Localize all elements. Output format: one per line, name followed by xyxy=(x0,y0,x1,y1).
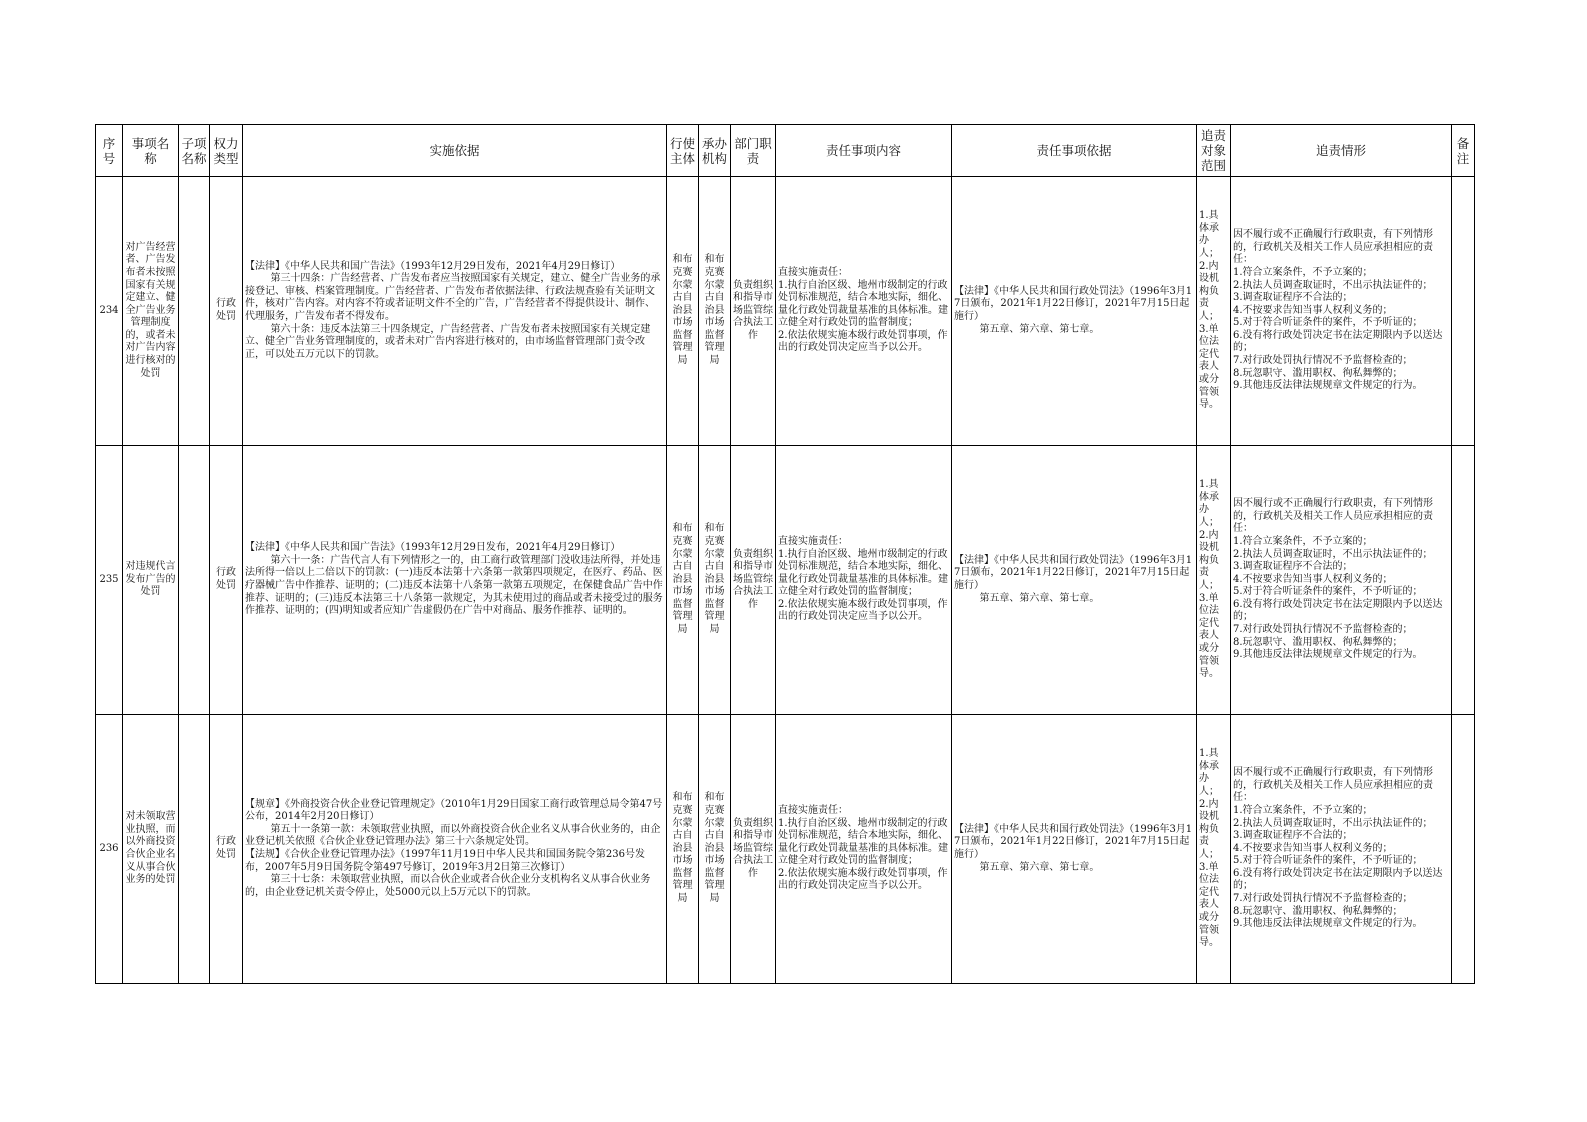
cell-subject: 和布克赛尔蒙古自治县市场监督管理局 xyxy=(667,446,699,715)
cell-scope: 1.具体承办人； 2.内设机构负责人； 3.单位法定代表人或分管领导。 xyxy=(1197,446,1231,715)
cell-content-basis: 【法律】《中华人民共和国行政处罚法》（1996年3月17日颁布，2021年1月22日修订，2021年7月15日起施行） 第五章、第六章、第七章。 xyxy=(952,715,1197,984)
cell-duty: 负责组织和指导市场监管综合执法工作 xyxy=(731,715,776,984)
cell-basis: 【法律】《中华人民共和国广告法》（1993年12月29日发布，2021年4月29日修订） 第三十四条：广告经营者、广告发布者应当按照国家有关规定，建立、健全广告业务的承接登记、审核、档案管理制度。广告经营者、广告发布者依据法律、行政法规查验有关证明文件，核对广告内容。对内容不符或者证明文件不全的广告，广告经营者不得提供设计、制作、代理服务，广告发布者不得发布。 第六十条：违反本法第三十四条规定，广告经营者、广告发布者未按照国家有关规定建立、健全广告业务管理制度的，或者未对广告内容进行核对的，由市场监督管理部门责令改正，可以处五万元以下的罚款。 xyxy=(243,177,667,446)
cell-no: 236 xyxy=(96,715,123,984)
cell-content-basis: 【法律】《中华人民共和国行政处罚法》（1996年3月17日颁布，2021年1月22日修订，2021年7月15日起施行） 第五章、第六章、第七章。 xyxy=(952,446,1197,715)
cell-situation: 因不履行或不正确履行行政职责，有下列情形的，行政机关及相关工作人员应承担相应的责任： 1.符合立案条件，不予立案的； 2.执法人员调查取证时，不出示执法证件的； 3.调查取证程序不合法的； 4.不按要求告知当事人权利义务的； 5.对于符合听证条件的案件，不予听证的； 6.没有将行政处罚决定书在法定期限内予以送达的； 7.对行政处罚执行情况不予监督检查的； 8.玩忽职守、滥用职权、徇私舞弊的； 9.其他违反法律法规规章文件规定的行为。 xyxy=(1231,715,1452,984)
cell-basis: 【规章】《外商投资合伙企业登记管理规定》（2010年1月29日国家工商行政管理总局令第47号公布，2014年2月20日修订） 第五十一条第一款：未领取营业执照，而以外商投资合伙企业名义从事合伙业务的，由企业登记机关依照《合伙企业登记管理办法》第三十六条规定处罚。 【法规】《合伙企业登记管理办法》（1997年11月19日中华人民共和国国务院令第236号发布，2007年5月9日国务院令第497号修订，2019年3月2日第三次修订） 第三十七条：未领取营业执照，而以合伙企业或者合伙企业分支机构名义从事合伙业务的，由企业登记机关责令停止，处5000元以上5万元以下的罚款。 xyxy=(243,715,667,984)
cell-name: 对未领取营业执照，而以外商投资合伙企业名义从事合伙业务的处罚 xyxy=(123,715,179,984)
header-remark: 备注 xyxy=(1452,125,1475,177)
cell-org: 和布克赛尔蒙古自治县市场监督管理局 xyxy=(699,446,731,715)
cell-name: 对广告经营者、广告发布者未按照国家有关规定建立、健全广告业务管理制度的，或者未对广告内容进行核对的处罚 xyxy=(123,177,179,446)
table-row xyxy=(96,715,1475,984)
cell-subject: 和布克赛尔蒙古自治县市场监督管理局 xyxy=(667,715,699,984)
header-situation: 追责情形 xyxy=(1231,125,1452,177)
cell-org: 和布克赛尔蒙古自治县市场监督管理局 xyxy=(699,177,731,446)
cell-situation: 因不履行或不正确履行行政职责，有下列情形的，行政机关及相关工作人员应承担相应的责任： 1.符合立案条件，不予立案的； 2.执法人员调查取证时，不出示执法证件的； 3.调查取证程序不合法的； 4.不按要求告知当事人权利义务的； 5.对于符合听证条件的案件，不予听证的； 6.没有将行政处罚决定书在法定期限内予以送达的； 7.对行政处罚执行情况不予监督检查的； 8.玩忽职守、滥用职权、徇私舞弊的； 9.其他违反法律法规规章文件规定的行为。 xyxy=(1231,177,1452,446)
cell-remark xyxy=(1452,446,1475,715)
header-content: 责任事项内容 xyxy=(776,125,952,177)
cell-no: 234 xyxy=(96,177,123,446)
table-row xyxy=(96,177,1475,446)
cell-content: 直接实施责任： 1.执行自治区级、地州市级制定的行政处罚标准规范，结合本地实际，细化、量化行政处罚裁量基准的具体标准。建立健全对行政处罚的监督制度； 2.依法依规实施本级行政处罚事项，作出的行政处罚决定应当予以公开。 xyxy=(776,715,952,984)
cell-sub xyxy=(179,177,210,446)
header-duty: 部门职责 xyxy=(731,125,776,177)
cell-scope: 1.具体承办人； 2.内设机构负责人； 3.单位法定代表人或分管领导。 xyxy=(1197,715,1231,984)
header-scope: 追责对象范围 xyxy=(1197,125,1231,177)
header-basis: 实施依据 xyxy=(243,125,667,177)
cell-scope: 1.具体承办人； 2.内设机构负责人； 3.单位法定代表人或分管领导。 xyxy=(1197,177,1231,446)
cell-content-basis: 【法律】《中华人民共和国行政处罚法》（1996年3月17日颁布，2021年1月22日修订，2021年7月15日起施行） 第五章、第六章、第七章。 xyxy=(952,177,1197,446)
table-row xyxy=(96,446,1475,715)
cell-sub xyxy=(179,715,210,984)
responsibility-table xyxy=(95,124,1475,984)
header-subject: 行使主体 xyxy=(667,125,699,177)
cell-situation: 因不履行或不正确履行行政职责，有下列情形的，行政机关及相关工作人员应承担相应的责任： 1.符合立案条件，不予立案的； 2.执法人员调查取证时，不出示执法证件的； 3.调查取证程序不合法的； 4.不按要求告知当事人权利义务的； 5.对于符合听证条件的案件，不予听证的； 6.没有将行政处罚决定书在法定期限内予以送达的； 7.对行政处罚执行情况不予监督检查的； 8.玩忽职守、滥用职权、徇私舞弊的； 9.其他违反法律法规规章文件规定的行为。 xyxy=(1231,446,1452,715)
cell-subject: 和布克赛尔蒙古自治县市场监督管理局 xyxy=(667,177,699,446)
cell-remark xyxy=(1452,715,1475,984)
header-sub: 子项名称 xyxy=(179,125,210,177)
cell-duty: 负责组织和指导市场监管综合执法工作 xyxy=(731,446,776,715)
header-type: 权力类型 xyxy=(210,125,243,177)
cell-duty: 负责组织和指导市场监管综合执法工作 xyxy=(731,177,776,446)
cell-content: 直接实施责任： 1.执行自治区级、地州市级制定的行政处罚标准规范，结合本地实际，细化、量化行政处罚裁量基准的具体标准。建立健全对行政处罚的监督制度； 2.依法依规实施本级行政处罚事项，作出的行政处罚决定应当予以公开。 xyxy=(776,177,952,446)
cell-type: 行政处罚 xyxy=(210,715,243,984)
cell-org: 和布克赛尔蒙古自治县市场监督管理局 xyxy=(699,715,731,984)
cell-basis: 【法律】《中华人民共和国广告法》（1993年12月29日发布，2021年4月29日修订） 第六十一条：广告代言人有下列情形之一的，由工商行政管理部门没收违法所得，并处违法所得一倍以上二倍以下的罚款：(一)违反本法第十六条第一款第四项规定，在医疗、药品、医疗器械广告中作推荐、证明的；(二)违反本法第十八条第一款第五项规定，在保健食品广告中作推荐、证明的；(三)违反本法第三十八条第一款规定，为其未使用过的商品或者未接受过的服务作推荐、证明的；(四)明知或者应知广告虚假仍在广告中对商品、服务作推荐、证明的。 xyxy=(243,446,667,715)
header-no: 序号 xyxy=(96,125,123,177)
cell-no: 235 xyxy=(96,446,123,715)
cell-type: 行政处罚 xyxy=(210,446,243,715)
cell-type: 行政处罚 xyxy=(210,177,243,446)
cell-sub xyxy=(179,446,210,715)
header-row xyxy=(96,125,1475,177)
header-org: 承办机构 xyxy=(699,125,731,177)
cell-content: 直接实施责任： 1.执行自治区级、地州市级制定的行政处罚标准规范，结合本地实际，细化、量化行政处罚裁量基准的具体标准。建立健全对行政处罚的监督制度； 2.依法依规实施本级行政处罚事项，作出的行政处罚决定应当予以公开。 xyxy=(776,446,952,715)
cell-name: 对违规代言发布广告的处罚 xyxy=(123,446,179,715)
header-name: 事项名称 xyxy=(123,125,179,177)
cell-remark xyxy=(1452,177,1475,446)
header-content-basis: 责任事项依据 xyxy=(952,125,1197,177)
